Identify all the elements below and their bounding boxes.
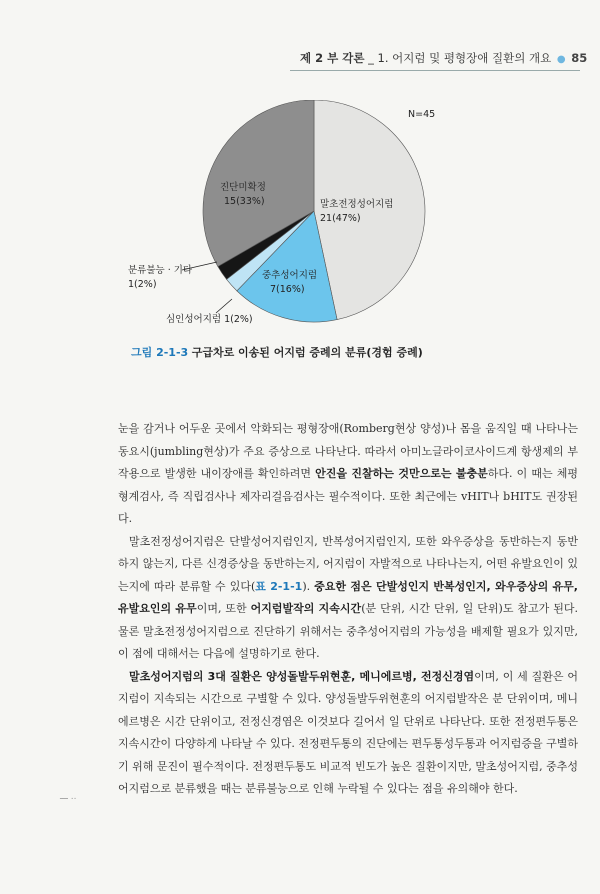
slice-label-central: 중추성어지럼 bbox=[262, 270, 318, 281]
header-separator: _ bbox=[368, 51, 378, 65]
slice-value-central: 7(16%) bbox=[270, 284, 305, 295]
slice-label-peripheral: 말초전정성어지럼 bbox=[320, 199, 394, 210]
p2-run-3: 중요한 점은 단발성인지 반복성인지, 와우증상의 유무, 유발요인의 유무 bbox=[118, 579, 578, 615]
p3-run-1: 이며, 이 세 질환은 어지럼이 지속되는 시간으로 구별할 수 있다. 양성돌발두위현훈의 어지럼발작은 분 단위이며, 메니에르병은 시간 단위이고, 전정신경염은 이것보다 길어서 일 단위로 나타난다. 또한 전정편두통은 지속시간이 다양하게 나타날 수 있다. 전정편두통의 진단에는 편두통성두통과 어지럼증을 구별하기 위해 문진이 필수적이다. 전정편두통도 비교적 빈도가 높은 질환이지만, 말초성어지럼, 중추성어지럼으로 분류했을 때는 분류불능으로 인해 누락될 수 있다는 점을 유의해야 한다. bbox=[118, 669, 579, 795]
p2-run-1: 표 2-1-1 bbox=[255, 579, 303, 593]
slice-label-undetermined: 진단미확정 bbox=[220, 182, 266, 193]
n-label: N=45 bbox=[408, 109, 436, 120]
paragraph-3 bbox=[118, 666, 578, 801]
header-chapter: 1. 어지럼 및 평형장애 질환의 개요 bbox=[377, 51, 552, 65]
slice-value-peripheral: 21(47%) bbox=[320, 213, 361, 224]
header-rule bbox=[290, 70, 580, 71]
p1-run-2: 하다. 이 때는 체평형계검사, 즉 직립검사나 제자리걸음검사는 필수적이다. 또한 최근에는 vHIT나 bHIT도 권장된다. bbox=[118, 467, 578, 525]
figure-number: 그림 2-1-3 bbox=[131, 346, 189, 359]
body-text bbox=[118, 418, 578, 801]
p2-run-4: 이며, 또한 bbox=[196, 602, 251, 615]
slice-label-cardiac: 심인성어지럼 1(2%) bbox=[166, 314, 253, 325]
running-header bbox=[300, 50, 588, 70]
header-part: 제 2 부 각론 bbox=[300, 51, 365, 65]
margin-mark: ـــ .. bbox=[60, 792, 77, 802]
p2-run-6: (분 단위, 시간 단위, 일 단위)도 참고가 된다. 물론 말초전정성어지럼으로 진단하기 위해서는 중추성어지럼의 가능성을 배제할 필요가 있지만, 이 점에 대해서는 다음에 설명하기로 한다. bbox=[118, 602, 579, 660]
p1-run-1: 안진을 진찰하는 것만으로는 불충분 bbox=[315, 467, 488, 480]
slice-value-undetermined: 15(33%) bbox=[224, 196, 265, 207]
pie-slices bbox=[203, 100, 425, 322]
slice-value-other: 1(2%) bbox=[128, 279, 157, 290]
p2-run-2: ). bbox=[302, 579, 315, 593]
p3-run-0: 말초성어지럼의 3대 질환은 양성돌발두위현훈, 메니에르병, 전정신경염 bbox=[129, 669, 475, 683]
figure-caption bbox=[131, 344, 423, 360]
p2-run-0: 말초전정성어지럼은 단발성어지럼인지, 반복성어지럼인지, 또한 와우증상을 동반하는지 동반하지 않는지, 다른 신경증상을 동반하는지, 어지럼이 자발적으로 나타나는지, 어떤 유발요인이 있는지에 따라 분류할 수 있다( bbox=[118, 534, 578, 593]
pie-chart bbox=[120, 100, 460, 345]
paragraph-1 bbox=[118, 418, 578, 531]
bullet-icon: ● bbox=[556, 54, 566, 65]
leader-line-cardiac bbox=[216, 299, 232, 313]
p2-run-5: 어지럼발작의 지속시간 bbox=[250, 602, 362, 615]
slice-label-other: 분류불능 · 기타 bbox=[128, 265, 193, 276]
figure-title: 구급차로 이송된 어지럼 증례의 분류(경험 증례) bbox=[191, 346, 423, 359]
page-number: 85 bbox=[571, 51, 588, 65]
paragraph-2 bbox=[118, 531, 578, 666]
p1-run-0: 눈을 감거나 어두운 곳에서 악화되는 평형장애(Romberg현상 양성)나 몸을 움직일 때 나타나는 동요시(jumbling현상)가 주요 증상으로 나타난다. 따라서 아미노글라이코사이드계 항생제의 부작용으로 발생한 내이장애를 확인하려면 bbox=[118, 422, 578, 480]
